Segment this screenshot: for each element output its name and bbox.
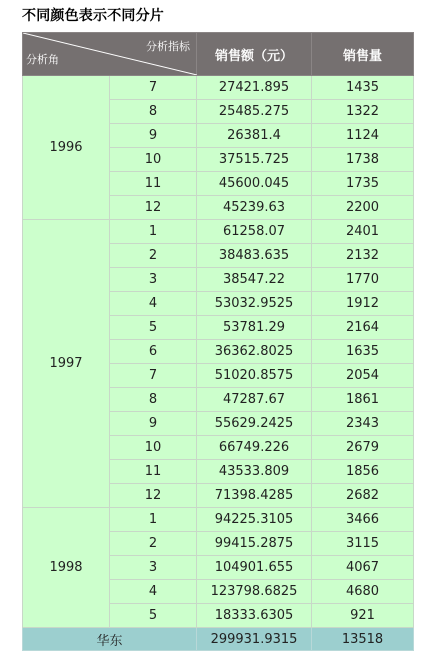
month-cell: 9 <box>110 124 197 148</box>
sales-quantity-cell: 1435 <box>312 76 414 100</box>
sales-amount-cell: 45239.63 <box>197 196 312 220</box>
sales-amount-cell: 66749.226 <box>197 436 312 460</box>
sales-amount-cell: 53781.29 <box>197 316 312 340</box>
sales-amount-cell: 18333.6305 <box>197 604 312 628</box>
sales-amount-cell: 47287.67 <box>197 388 312 412</box>
table-row <box>23 76 414 100</box>
month-cell: 12 <box>110 196 197 220</box>
sales-quantity-cell: 2054 <box>312 364 414 388</box>
sales-quantity-cell: 2132 <box>312 244 414 268</box>
total-sales-amount-cell: 299931.9315 <box>197 628 312 651</box>
month-cell: 1 <box>110 220 197 244</box>
month-cell: 3 <box>110 556 197 580</box>
sales-amount-cell: 45600.045 <box>197 172 312 196</box>
sales-amount-cell: 36362.8025 <box>197 340 312 364</box>
sales-amount-cell: 37515.725 <box>197 148 312 172</box>
sales-quantity-cell: 4067 <box>312 556 414 580</box>
month-cell: 2 <box>110 244 197 268</box>
sales-quantity-cell: 2343 <box>312 412 414 436</box>
month-cell: 11 <box>110 460 197 484</box>
sales-amount-cell: 43533.809 <box>197 460 312 484</box>
year-cell: 1996 <box>23 76 110 220</box>
total-sales-quantity-cell: 13518 <box>312 628 414 651</box>
month-cell: 5 <box>110 316 197 340</box>
sales-quantity-cell: 1735 <box>312 172 414 196</box>
year-cell: 1998 <box>23 508 110 628</box>
month-cell: 4 <box>110 292 197 316</box>
sales-quantity-cell: 4680 <box>312 580 414 604</box>
month-cell: 11 <box>110 172 197 196</box>
sales-quantity-cell: 1635 <box>312 340 414 364</box>
month-cell: 2 <box>110 532 197 556</box>
month-cell: 10 <box>110 436 197 460</box>
sales-amount-cell: 123798.6825 <box>197 580 312 604</box>
sales-quantity-cell: 3466 <box>312 508 414 532</box>
corner-metric-label: 分析指标 <box>146 40 190 53</box>
sales-amount-cell: 61258.07 <box>197 220 312 244</box>
month-cell: 10 <box>110 148 197 172</box>
sales-quantity-cell: 1856 <box>312 460 414 484</box>
sales-quantity-cell: 1912 <box>312 292 414 316</box>
sales-amount-cell: 99415.2875 <box>197 532 312 556</box>
sales-quantity-cell: 1124 <box>312 124 414 148</box>
month-cell: 9 <box>110 412 197 436</box>
month-cell: 12 <box>110 484 197 508</box>
sales-quantity-cell: 2682 <box>312 484 414 508</box>
sales-quantity-cell: 3115 <box>312 532 414 556</box>
page-title: 不同颜色表示不同分片 <box>22 8 164 24</box>
year-cell: 1997 <box>23 220 110 508</box>
month-cell: 7 <box>110 364 197 388</box>
month-cell: 1 <box>110 508 197 532</box>
sales-amount-cell: 27421.895 <box>197 76 312 100</box>
sales-table <box>22 32 414 651</box>
sales-quantity-cell: 1770 <box>312 268 414 292</box>
month-cell: 3 <box>110 268 197 292</box>
sales-quantity-cell: 1861 <box>312 388 414 412</box>
table-row <box>23 508 414 532</box>
sales-amount-cell: 51020.8575 <box>197 364 312 388</box>
sales-quantity-cell: 2164 <box>312 316 414 340</box>
month-cell: 4 <box>110 580 197 604</box>
sales-amount-cell: 104901.655 <box>197 556 312 580</box>
sales-amount-cell: 55629.2425 <box>197 412 312 436</box>
sales-amount-cell: 71398.4285 <box>197 484 312 508</box>
sales-amount-cell: 38547.22 <box>197 268 312 292</box>
corner-header-cell <box>23 33 197 76</box>
sales-quantity-cell: 1738 <box>312 148 414 172</box>
column-header-sales-amount: 销售额（元） <box>197 33 312 76</box>
sales-amount-cell: 26381.4 <box>197 124 312 148</box>
sales-amount-cell: 94225.3105 <box>197 508 312 532</box>
sales-quantity-cell: 921 <box>312 604 414 628</box>
month-cell: 7 <box>110 76 197 100</box>
sales-quantity-cell: 2679 <box>312 436 414 460</box>
corner-dimension-label: 分析角 <box>26 53 59 66</box>
month-cell: 8 <box>110 100 197 124</box>
total-row <box>23 628 414 651</box>
table-row <box>23 220 414 244</box>
sales-quantity-cell: 1322 <box>312 100 414 124</box>
sales-quantity-cell: 2200 <box>312 196 414 220</box>
month-cell: 8 <box>110 388 197 412</box>
month-cell: 5 <box>110 604 197 628</box>
sales-amount-cell: 38483.635 <box>197 244 312 268</box>
total-label-cell: 华东 <box>23 628 197 651</box>
column-header-sales-quantity: 销售量 <box>312 33 414 76</box>
header-row <box>23 33 414 76</box>
month-cell: 6 <box>110 340 197 364</box>
sales-amount-cell: 53032.9525 <box>197 292 312 316</box>
sales-amount-cell: 25485.275 <box>197 100 312 124</box>
sales-quantity-cell: 2401 <box>312 220 414 244</box>
